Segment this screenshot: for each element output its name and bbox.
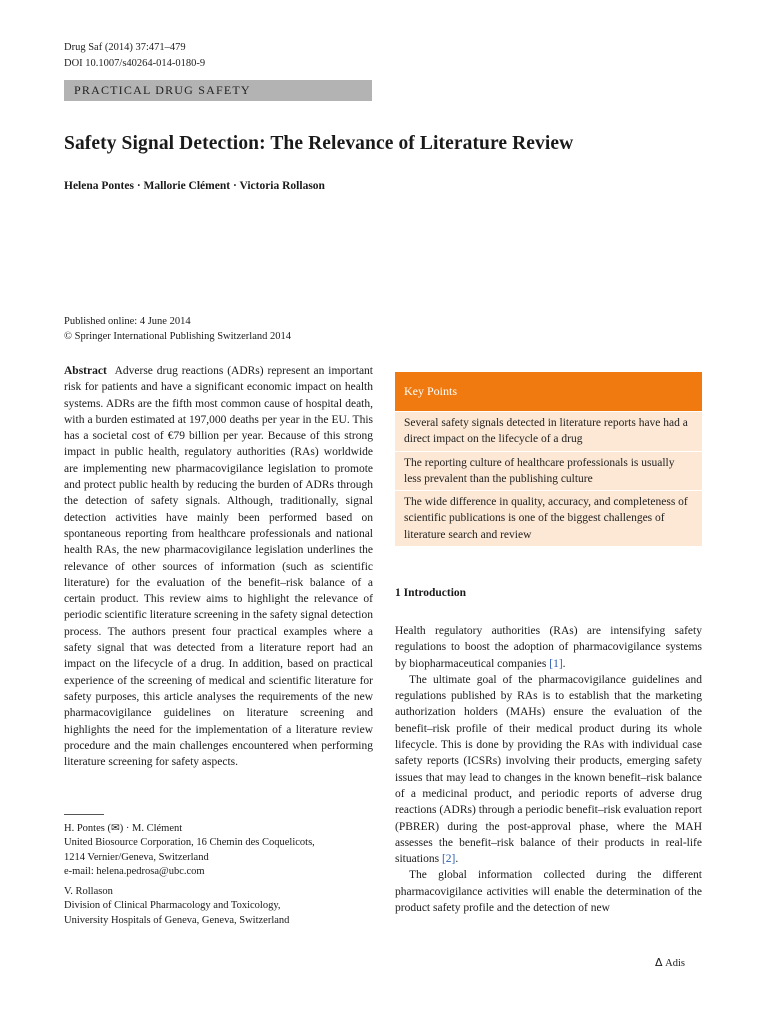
intro-text: . (562, 657, 566, 670)
abstract (64, 363, 373, 770)
key-point-item: The wide difference in quality, accuracy, and completeness of scientific publications is one of the biggest challenges of literature search and review (395, 490, 702, 546)
key-points-box (395, 372, 702, 546)
publisher-logo (655, 956, 685, 969)
affiliation-1 (64, 822, 374, 879)
author-list: Helena Pontes · Mallorie Clément · Victoria Rollason (64, 180, 325, 192)
introduction-heading: 1 Introduction (395, 587, 467, 599)
abstract-text: Adverse drug reactions (ADRs) represent an important risk for patients and have a significant economic impact on health systems. ADRs are the fifth most common cause of hospital death, with a burden estimated at 197,000 deaths per year in the EU. This has a societal cost of €79 billion per year. Because of this strong impact in public health, regulatory authorities (RAs) worldwide are implementing new pharmacovigilance legislation to promote and protect public health by reducing the burden of ADRs through the detection of safety signals. Although, traditionally, signal detection activities have mainly been performed based on spontaneous reporting from healthcare professionals and national health RAs, the new pharmacovigilance legislation underlines the relevance of other sources of information (such as scientific literature) for the evaluation of the benefit–risk balance of a certain product. This review aims to highlight the relevance of periodic scientific literature screening in the safety signal detection process. The authors present four practical examples where a safety signal that was detected from a literature report had an impact on the lifecycle of a drug. In addition, based on practical experience of the screening of medical and scientific literature for safety purposes, this article analyses the requirements of the new pharmacovigilance guidelines on literature screening and highlights the need for the implementation of a literature review procedure and the main challenges encountered when performing literature screening for safety aspects. (64, 365, 374, 769)
citation-link[interactable]: [1] (549, 657, 563, 670)
doi-line: DOI 10.1007/s40264-014-0180-9 (64, 58, 206, 69)
introduction-body (395, 623, 702, 916)
abstract-label: Abstract (64, 365, 107, 377)
article-title: Safety Signal Detection: The Relevance of Literature Review (64, 133, 574, 154)
adis-logo-icon: Δ (655, 956, 663, 969)
published-date: Published online: 4 June 2014 (64, 316, 191, 327)
intro-text: . (455, 853, 459, 866)
footnote-rule (64, 814, 104, 815)
journal-citation: Drug Saf (2014) 37:471–479 (64, 42, 186, 53)
affiliation-org: United Biosource Corporation, 16 Chemin des Coquelicots, (64, 837, 315, 849)
intro-text: The ultimate goal of the pharmacovigilance guidelines and regulations published by RAs is to establish that the marketing authorization holders (MAHs) ensure the evaluation of the benefit–risk profile of their medical product during its whole lifecycle. This is done by providing the RAs with individual case safety reports (ICSRs) involving their products, emerging safety issues that may lead to changes in the known benefit–risk balance of a medicinal product, and periodic reports of adverse drug reactions (ADRs) through a periodic benefit–risk evaluation report (PBRER) during the post-approval phase, where the MAH assesses the benefit–risk balance of their products in real-life situations (395, 673, 702, 866)
intro-paragraph (395, 672, 702, 868)
affiliation-dept: Division of Clinical Pharmacology and Toxicology, (64, 900, 281, 912)
intro-paragraph: The global information collected during the different pharmacovigilance activities will enable the determination of the product safety profile and the detection of new (395, 869, 702, 915)
key-point-item: Several safety signals detected in literature reports have had a direct impact on the lifecycle of a drug (395, 411, 702, 451)
affiliation-org: University Hospitals of Geneva, Geneva, Switzerland (64, 914, 290, 926)
intro-paragraph (395, 623, 702, 672)
publication-info (64, 314, 291, 344)
key-point-item: The reporting culture of healthcare professionals is usually less prevalent than the publishing culture (395, 451, 702, 491)
copyright: © Springer International Publishing Switzerland 2014 (64, 331, 291, 342)
affiliation-city: 1214 Vernier/Geneva, Switzerland (64, 851, 209, 863)
affiliation-2 (64, 885, 374, 928)
affiliation-names: V. Rollason (64, 886, 113, 897)
section-label: PRACTICAL DRUG SAFETY (64, 80, 372, 101)
publisher-name: Adis (665, 958, 685, 969)
intro-text: Health regulatory authorities (RAs) are intensifying safety regulations to boost the adoption of pharmacovigilance systems by biopharmaceutical companies (395, 625, 702, 670)
key-points-header: Key Points (395, 372, 702, 411)
citation-link[interactable]: [2] (441, 853, 456, 866)
affiliation-email[interactable]: e-mail: helena.pedrosa@ubc.com (64, 865, 205, 877)
affiliation-names: H. Pontes (✉) · M. Clément (64, 823, 183, 834)
